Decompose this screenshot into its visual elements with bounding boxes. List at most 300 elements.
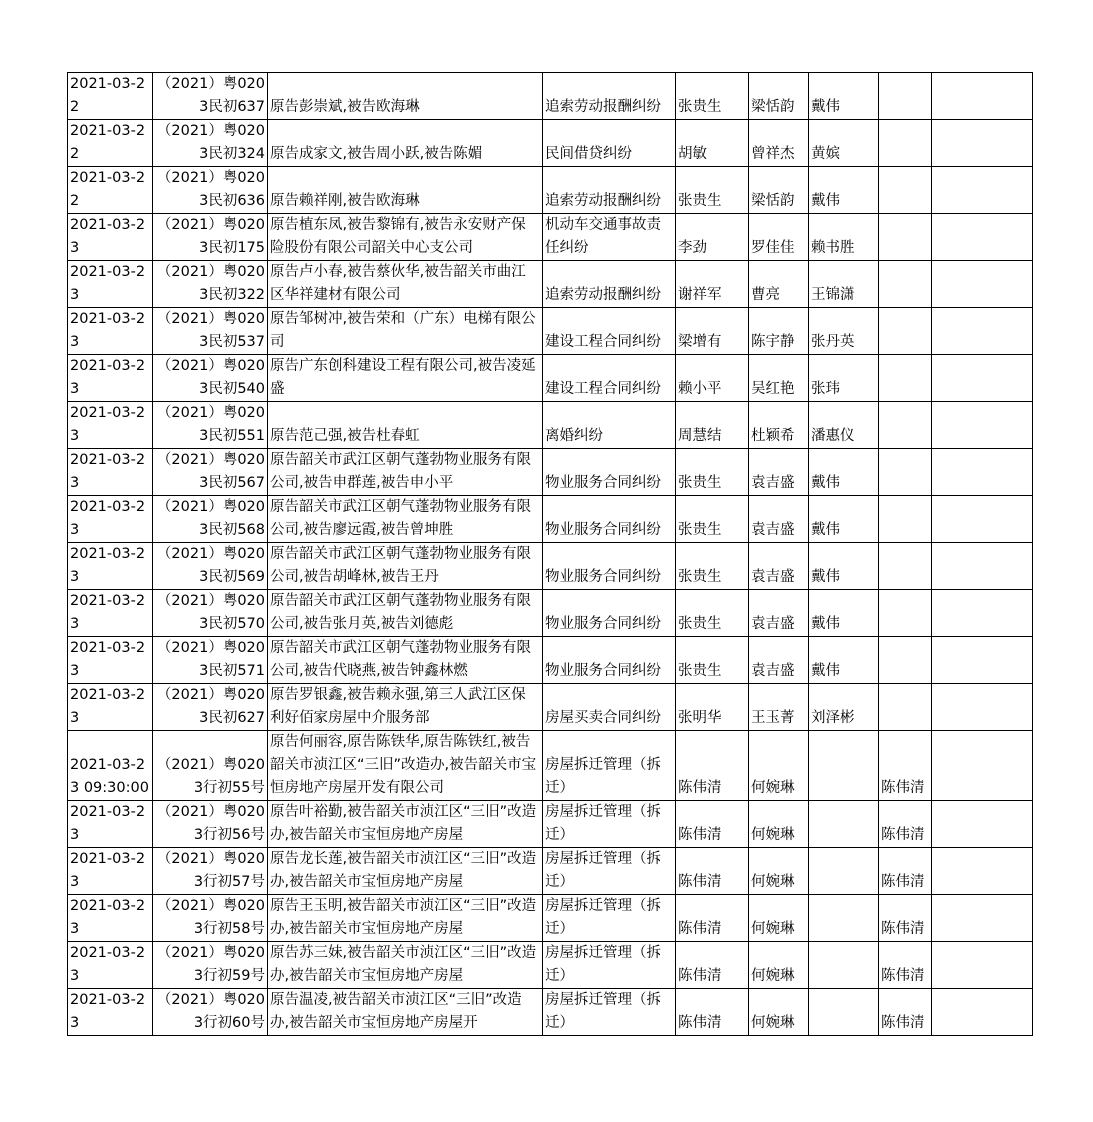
cause-cell[interactable] xyxy=(543,496,676,543)
member-cell-text: 戴伟 xyxy=(811,99,840,115)
extra-cell-text: 陈伟清 xyxy=(881,874,925,890)
date-cell[interactable] xyxy=(68,261,153,308)
table-row xyxy=(68,120,1033,167)
parties-cell-text: 原告叶裕勤,被告韶关市浈江区“三旧”改造办,被告韶关市宝恒房地产房屋 xyxy=(270,804,537,843)
date-cell[interactable] xyxy=(68,73,153,120)
empty-cell[interactable] xyxy=(932,637,1033,684)
extra-cell[interactable] xyxy=(879,942,932,989)
cause-cell[interactable] xyxy=(543,731,676,801)
empty-cell[interactable] xyxy=(932,449,1033,496)
date-cell-text: 2021-03-23 xyxy=(70,311,146,350)
clerk-cell-text: 袁吉盛 xyxy=(751,663,795,679)
date-cell[interactable] xyxy=(68,731,153,801)
case-number-cell[interactable] xyxy=(153,637,268,684)
member-cell[interactable] xyxy=(809,402,879,449)
clerk-cell[interactable] xyxy=(749,120,809,167)
parties-cell[interactable] xyxy=(268,261,543,308)
extra-cell[interactable] xyxy=(879,402,932,449)
judge-cell-text: 张贵生 xyxy=(678,569,722,585)
date-cell-text: 2021-03-23 xyxy=(70,264,146,303)
extra-cell[interactable] xyxy=(879,261,932,308)
parties-cell-text: 原告卢小春,被告蔡伙华,被告韶关市曲江区华祥建材有限公司 xyxy=(270,264,526,303)
date-cell[interactable] xyxy=(68,684,153,731)
case-number-cell-text: （2021）粤0203行初60号 xyxy=(156,992,265,1031)
judge-cell-text: 周慧结 xyxy=(678,428,722,444)
parties-cell-text: 原告韶关市武江区朝气蓬勃物业服务有限公司,被告廖远霞,被告曾坤胜 xyxy=(270,499,531,538)
clerk-cell[interactable] xyxy=(749,731,809,801)
case-number-cell[interactable] xyxy=(153,989,268,1036)
extra-cell[interactable] xyxy=(879,989,932,1036)
extra-cell[interactable] xyxy=(879,684,932,731)
case-number-cell[interactable] xyxy=(153,543,268,590)
judge-cell[interactable] xyxy=(676,942,749,989)
date-cell-text: 2021-03-23 xyxy=(70,358,146,397)
extra-cell[interactable] xyxy=(879,73,932,120)
cause-cell[interactable] xyxy=(543,167,676,214)
judge-cell[interactable] xyxy=(676,308,749,355)
table-row xyxy=(68,895,1033,942)
clerk-cell[interactable] xyxy=(749,989,809,1036)
parties-cell[interactable] xyxy=(268,590,543,637)
empty-cell[interactable] xyxy=(932,308,1033,355)
cause-cell[interactable] xyxy=(543,942,676,989)
case-number-cell-text: （2021）粤0203民初540 xyxy=(156,358,265,397)
extra-cell[interactable] xyxy=(879,214,932,261)
parties-cell-text: 原告温凌,被告韶关市浈江区“三旧”改造办,被告韶关市宝恒房地产房屋开 xyxy=(270,992,522,1031)
judge-cell-text: 陈伟清 xyxy=(678,1015,722,1031)
parties-cell[interactable] xyxy=(268,895,543,942)
extra-cell[interactable] xyxy=(879,449,932,496)
date-cell-text: 2021-03-23 xyxy=(70,945,146,984)
member-cell[interactable] xyxy=(809,989,879,1036)
cause-cell[interactable] xyxy=(543,848,676,895)
extra-cell[interactable] xyxy=(879,355,932,402)
case-number-cell[interactable] xyxy=(153,801,268,848)
judge-cell-text: 张贵生 xyxy=(678,616,722,632)
case-number-cell-text: （2021）粤0203行初59号 xyxy=(156,945,265,984)
judge-cell-text: 张明华 xyxy=(678,710,722,726)
date-cell[interactable] xyxy=(68,308,153,355)
judge-cell[interactable] xyxy=(676,848,749,895)
parties-cell-text: 原告范己强,被告杜春虹 xyxy=(270,428,420,444)
clerk-cell[interactable] xyxy=(749,895,809,942)
case-number-cell-text: （2021）粤0203民初569 xyxy=(156,546,265,585)
date-cell-text: 2021-03-23 xyxy=(70,851,146,890)
empty-cell[interactable] xyxy=(932,895,1033,942)
table-row xyxy=(68,73,1033,120)
clerk-cell-text: 陈宇静 xyxy=(751,334,795,350)
clerk-cell-text: 袁吉盛 xyxy=(751,569,795,585)
empty-cell[interactable] xyxy=(932,167,1033,214)
case-number-cell[interactable] xyxy=(153,261,268,308)
cause-cell[interactable] xyxy=(543,355,676,402)
member-cell[interactable] xyxy=(809,543,879,590)
parties-cell-text: 原告龙长莲,被告韶关市浈江区“三旧”改造办,被告韶关市宝恒房地产房屋 xyxy=(270,851,537,890)
parties-cell[interactable] xyxy=(268,73,543,120)
cause-cell-text: 房屋拆迁管理（拆迁） xyxy=(545,945,661,984)
member-cell[interactable] xyxy=(809,848,879,895)
case-number-cell-text: （2021）粤0203民初568 xyxy=(156,499,265,538)
case-number-cell[interactable] xyxy=(153,214,268,261)
cause-cell-text: 追索劳动报酬纠纷 xyxy=(545,287,661,303)
judge-cell-text: 陈伟清 xyxy=(678,874,722,890)
judge-cell-text: 李劲 xyxy=(678,240,707,256)
clerk-cell[interactable] xyxy=(749,637,809,684)
clerk-cell[interactable] xyxy=(749,449,809,496)
cause-cell[interactable] xyxy=(543,402,676,449)
cause-cell[interactable] xyxy=(543,895,676,942)
date-cell[interactable] xyxy=(68,449,153,496)
clerk-cell-text: 何婉琳 xyxy=(751,780,795,796)
parties-cell[interactable] xyxy=(268,449,543,496)
clerk-cell[interactable] xyxy=(749,402,809,449)
cause-cell-text: 房屋买卖合同纠纷 xyxy=(545,710,661,726)
member-cell-text: 张丹英 xyxy=(811,334,855,350)
judge-cell[interactable] xyxy=(676,120,749,167)
cause-cell-text: 房屋拆迁管理（拆迁） xyxy=(545,851,661,890)
empty-cell[interactable] xyxy=(932,261,1033,308)
clerk-cell[interactable] xyxy=(749,214,809,261)
empty-cell[interactable] xyxy=(932,402,1033,449)
member-cell[interactable] xyxy=(809,895,879,942)
case-number-cell-text: （2021）粤0203行初56号 xyxy=(156,804,265,843)
extra-cell[interactable] xyxy=(879,308,932,355)
clerk-cell[interactable] xyxy=(749,801,809,848)
date-cell-text: 2021-03-23 xyxy=(70,898,146,937)
case-number-cell[interactable] xyxy=(153,496,268,543)
judge-cell[interactable] xyxy=(676,989,749,1036)
clerk-cell-text: 吴红艳 xyxy=(751,381,795,397)
case-number-cell[interactable] xyxy=(153,402,268,449)
case-number-cell[interactable] xyxy=(153,167,268,214)
judge-cell[interactable] xyxy=(676,637,749,684)
extra-cell-text: 陈伟清 xyxy=(881,827,925,843)
date-cell[interactable] xyxy=(68,848,153,895)
date-cell-text: 2021-03-23 xyxy=(70,992,146,1031)
cause-cell[interactable] xyxy=(543,73,676,120)
parties-cell[interactable] xyxy=(268,942,543,989)
date-cell-text: 2021-03-22 xyxy=(70,123,146,162)
date-cell[interactable] xyxy=(68,167,153,214)
parties-cell[interactable] xyxy=(268,120,543,167)
clerk-cell-text: 罗佳佳 xyxy=(751,240,795,256)
extra-cell[interactable] xyxy=(879,848,932,895)
case-number-cell-text: （2021）粤0203民初322 xyxy=(156,264,265,303)
judge-cell[interactable] xyxy=(676,543,749,590)
clerk-cell[interactable] xyxy=(749,543,809,590)
case-number-cell-text: （2021）粤0203民初175 xyxy=(156,217,265,256)
extra-cell[interactable] xyxy=(879,167,932,214)
clerk-cell[interactable] xyxy=(749,496,809,543)
extra-cell-text: 陈伟清 xyxy=(881,1015,925,1031)
parties-cell-text: 原告彭崇斌,被告欧海琳 xyxy=(270,99,420,115)
table-row xyxy=(68,989,1033,1036)
cause-cell[interactable] xyxy=(543,590,676,637)
case-number-cell-text: （2021）粤0203民初627 xyxy=(156,687,265,726)
clerk-cell-text: 曹亮 xyxy=(751,287,780,303)
judge-cell[interactable] xyxy=(676,590,749,637)
table-row xyxy=(68,402,1033,449)
extra-cell[interactable] xyxy=(879,496,932,543)
case-number-cell[interactable] xyxy=(153,449,268,496)
date-cell-text: 2021-03-23 xyxy=(70,405,146,444)
table-body xyxy=(68,73,1033,1036)
extra-cell[interactable] xyxy=(879,120,932,167)
case-number-cell[interactable] xyxy=(153,942,268,989)
cause-cell[interactable] xyxy=(543,120,676,167)
empty-cell[interactable] xyxy=(932,120,1033,167)
table-row xyxy=(68,543,1033,590)
parties-cell-text: 原告赖祥刚,被告欧海琳 xyxy=(270,193,420,209)
member-cell[interactable] xyxy=(809,590,879,637)
judge-cell[interactable] xyxy=(676,261,749,308)
date-cell[interactable] xyxy=(68,989,153,1036)
date-cell-text: 2021-03-23 xyxy=(70,687,146,726)
empty-cell[interactable] xyxy=(932,731,1033,801)
case-number-cell[interactable] xyxy=(153,895,268,942)
cause-cell[interactable] xyxy=(543,214,676,261)
clerk-cell[interactable] xyxy=(749,684,809,731)
date-cell-text: 2021-03-23 xyxy=(70,546,146,585)
date-cell[interactable] xyxy=(68,590,153,637)
cause-cell-text: 民间借贷纠纷 xyxy=(545,146,632,162)
empty-cell[interactable] xyxy=(932,848,1033,895)
extra-cell[interactable] xyxy=(879,590,932,637)
case-number-cell-text: （2021）粤0203民初637 xyxy=(156,76,265,115)
case-number-cell[interactable] xyxy=(153,355,268,402)
member-cell[interactable] xyxy=(809,731,879,801)
clerk-cell-text: 曾祥杰 xyxy=(751,146,795,162)
empty-cell[interactable] xyxy=(932,496,1033,543)
clerk-cell[interactable] xyxy=(749,355,809,402)
clerk-cell[interactable] xyxy=(749,590,809,637)
table-row xyxy=(68,637,1033,684)
table-row xyxy=(68,355,1033,402)
case-number-cell[interactable] xyxy=(153,684,268,731)
case-number-cell-text: （2021）粤0203行初58号 xyxy=(156,898,265,937)
cause-cell[interactable] xyxy=(543,449,676,496)
case-number-cell[interactable] xyxy=(153,590,268,637)
date-cell[interactable] xyxy=(68,214,153,261)
table-row xyxy=(68,167,1033,214)
judge-cell-text: 谢祥军 xyxy=(678,287,722,303)
cause-cell-text: 机动车交通事故责任纠纷 xyxy=(545,217,661,256)
date-cell[interactable] xyxy=(68,942,153,989)
date-cell-text: 2021-03-23 xyxy=(70,593,146,632)
member-cell-text: 王锦潇 xyxy=(811,287,855,303)
parties-cell[interactable] xyxy=(268,167,543,214)
empty-cell[interactable] xyxy=(932,214,1033,261)
judge-cell-text: 陈伟清 xyxy=(678,780,722,796)
judge-cell[interactable] xyxy=(676,895,749,942)
parties-cell[interactable] xyxy=(268,848,543,895)
extra-cell[interactable] xyxy=(879,801,932,848)
cause-cell[interactable] xyxy=(543,543,676,590)
judge-cell[interactable] xyxy=(676,801,749,848)
parties-cell-text: 原告王玉明,被告韶关市浈江区“三旧”改造办,被告韶关市宝恒房地产房屋 xyxy=(270,898,537,937)
cause-cell-text: 房屋拆迁管理（拆迁） xyxy=(545,757,661,796)
parties-cell-text: 原告成家文,被告周小跃,被告陈媚 xyxy=(270,146,483,162)
extra-cell[interactable] xyxy=(879,895,932,942)
table-row xyxy=(68,801,1033,848)
cause-cell-text: 物业服务合同纠纷 xyxy=(545,663,661,679)
clerk-cell[interactable] xyxy=(749,308,809,355)
case-number-cell[interactable] xyxy=(153,73,268,120)
parties-cell[interactable] xyxy=(268,214,543,261)
parties-cell[interactable] xyxy=(268,496,543,543)
member-cell[interactable] xyxy=(809,120,879,167)
cause-cell-text: 离婚纠纷 xyxy=(545,428,603,444)
cause-cell-text: 房屋拆迁管理（拆迁） xyxy=(545,992,661,1031)
judge-cell-text: 胡敏 xyxy=(678,146,707,162)
member-cell[interactable] xyxy=(809,214,879,261)
member-cell-text: 戴伟 xyxy=(811,569,840,585)
parties-cell-text: 原告韶关市武江区朝气蓬勃物业服务有限公司,被告申群莲,被告申小平 xyxy=(270,452,531,491)
member-cell[interactable] xyxy=(809,73,879,120)
date-cell[interactable] xyxy=(68,543,153,590)
case-number-cell-text: （2021）粤0203民初567 xyxy=(156,452,265,491)
judge-cell[interactable] xyxy=(676,402,749,449)
judge-cell[interactable] xyxy=(676,449,749,496)
date-cell[interactable] xyxy=(68,895,153,942)
parties-cell[interactable] xyxy=(268,989,543,1036)
parties-cell-text: 原告植东凤,被告黎锦有,被告永安财产保险股份有限公司韶关中心支公司 xyxy=(270,217,526,256)
judge-cell[interactable] xyxy=(676,684,749,731)
clerk-cell[interactable] xyxy=(749,848,809,895)
parties-cell[interactable] xyxy=(268,543,543,590)
case-number-cell-text: （2021）粤0203民初551 xyxy=(156,405,265,444)
cause-cell[interactable] xyxy=(543,308,676,355)
judge-cell-text: 陈伟清 xyxy=(678,968,722,984)
date-cell[interactable] xyxy=(68,496,153,543)
member-cell[interactable] xyxy=(809,801,879,848)
judge-cell-text: 赖小平 xyxy=(678,381,722,397)
parties-cell[interactable] xyxy=(268,801,543,848)
extra-cell[interactable] xyxy=(879,731,932,801)
extra-cell[interactable] xyxy=(879,637,932,684)
judge-cell[interactable] xyxy=(676,73,749,120)
member-cell[interactable] xyxy=(809,637,879,684)
empty-cell[interactable] xyxy=(932,801,1033,848)
empty-cell[interactable] xyxy=(932,543,1033,590)
parties-cell[interactable] xyxy=(268,402,543,449)
clerk-cell-text: 何婉琳 xyxy=(751,921,795,937)
table-row xyxy=(68,496,1033,543)
empty-cell[interactable] xyxy=(932,590,1033,637)
judge-cell-text: 张贵生 xyxy=(678,475,722,491)
case-number-cell-text: （2021）粤0203民初570 xyxy=(156,593,265,632)
case-number-cell[interactable] xyxy=(153,120,268,167)
clerk-cell[interactable] xyxy=(749,261,809,308)
member-cell-text: 黄嫔 xyxy=(811,146,840,162)
empty-cell[interactable] xyxy=(932,684,1033,731)
table-row xyxy=(68,449,1033,496)
parties-cell[interactable] xyxy=(268,684,543,731)
judge-cell[interactable] xyxy=(676,167,749,214)
parties-cell[interactable] xyxy=(268,308,543,355)
parties-cell[interactable] xyxy=(268,355,543,402)
parties-cell-text: 原告罗银鑫,被告赖永强,第三人武江区保利好佰家房屋中介服务部 xyxy=(270,687,526,726)
parties-cell[interactable] xyxy=(268,731,543,801)
case-number-cell-text: （2021）粤0203民初324 xyxy=(156,123,265,162)
judge-cell[interactable] xyxy=(676,214,749,261)
clerk-cell-text: 袁吉盛 xyxy=(751,616,795,632)
parties-cell[interactable] xyxy=(268,637,543,684)
case-number-cell-text: （2021）粤0203行初57号 xyxy=(156,851,265,890)
judge-cell[interactable] xyxy=(676,496,749,543)
cause-cell[interactable] xyxy=(543,637,676,684)
date-cell[interactable] xyxy=(68,402,153,449)
judge-cell[interactable] xyxy=(676,731,749,801)
date-cell-text: 2021-03-22 xyxy=(70,170,146,209)
judge-cell[interactable] xyxy=(676,355,749,402)
date-cell[interactable] xyxy=(68,355,153,402)
cause-cell-text: 房屋拆迁管理（拆迁） xyxy=(545,804,661,843)
empty-cell[interactable] xyxy=(932,942,1033,989)
empty-cell[interactable] xyxy=(932,73,1033,120)
case-number-cell[interactable] xyxy=(153,731,268,801)
parties-cell-text: 原告韶关市武江区朝气蓬勃物业服务有限公司,被告代晓燕,被告钟鑫林燃 xyxy=(270,640,531,679)
clerk-cell-text: 何婉琳 xyxy=(751,1015,795,1031)
member-cell-text: 戴伟 xyxy=(811,663,840,679)
date-cell[interactable] xyxy=(68,801,153,848)
extra-cell[interactable] xyxy=(879,543,932,590)
cause-cell[interactable] xyxy=(543,801,676,848)
case-number-cell-text: （2021）粤0203民初636 xyxy=(156,170,265,209)
empty-cell[interactable] xyxy=(932,989,1033,1036)
date-cell-text: 2021-03-23 xyxy=(70,640,146,679)
cause-cell[interactable] xyxy=(543,684,676,731)
cause-cell-text: 建设工程合同纠纷 xyxy=(545,381,661,397)
member-cell-text: 潘惠仪 xyxy=(811,428,855,444)
parties-cell-text: 原告何丽容,原告陈铁华,原告陈铁红,被告韶关市浈江区“三旧”改造办,被告韶关市宝恒房地产房屋开发有限公司 xyxy=(270,734,537,796)
clerk-cell-text: 何婉琳 xyxy=(751,827,795,843)
date-cell[interactable] xyxy=(68,120,153,167)
table-row xyxy=(68,848,1033,895)
clerk-cell-text: 何婉琳 xyxy=(751,968,795,984)
judge-cell-text: 梁增有 xyxy=(678,334,722,350)
member-cell[interactable] xyxy=(809,684,879,731)
clerk-cell[interactable] xyxy=(749,942,809,989)
member-cell-text: 戴伟 xyxy=(811,475,840,491)
member-cell[interactable] xyxy=(809,942,879,989)
date-cell-text: 2021-03-23 xyxy=(70,804,146,843)
member-cell[interactable] xyxy=(809,355,879,402)
date-cell[interactable] xyxy=(68,637,153,684)
cause-cell-text: 物业服务合同纠纷 xyxy=(545,569,661,585)
cause-cell-text: 追索劳动报酬纠纷 xyxy=(545,193,661,209)
case-number-cell-text: （2021）粤0203行初55号 xyxy=(156,757,265,796)
date-cell-text: 2021-03-23 xyxy=(70,217,146,256)
date-cell-text: 2021-03-23 xyxy=(70,499,146,538)
member-cell[interactable] xyxy=(809,449,879,496)
cause-cell[interactable] xyxy=(543,989,676,1036)
member-cell[interactable] xyxy=(809,496,879,543)
clerk-cell[interactable] xyxy=(749,167,809,214)
member-cell[interactable] xyxy=(809,167,879,214)
judge-cell-text: 张贵生 xyxy=(678,663,722,679)
member-cell[interactable] xyxy=(809,308,879,355)
member-cell[interactable] xyxy=(809,261,879,308)
member-cell-text: 戴伟 xyxy=(811,522,840,538)
cause-cell[interactable] xyxy=(543,261,676,308)
clerk-cell[interactable] xyxy=(749,73,809,120)
cause-cell-text: 物业服务合同纠纷 xyxy=(545,475,661,491)
case-number-cell[interactable] xyxy=(153,848,268,895)
empty-cell[interactable] xyxy=(932,355,1033,402)
case-number-cell[interactable] xyxy=(153,308,268,355)
table-row xyxy=(68,590,1033,637)
